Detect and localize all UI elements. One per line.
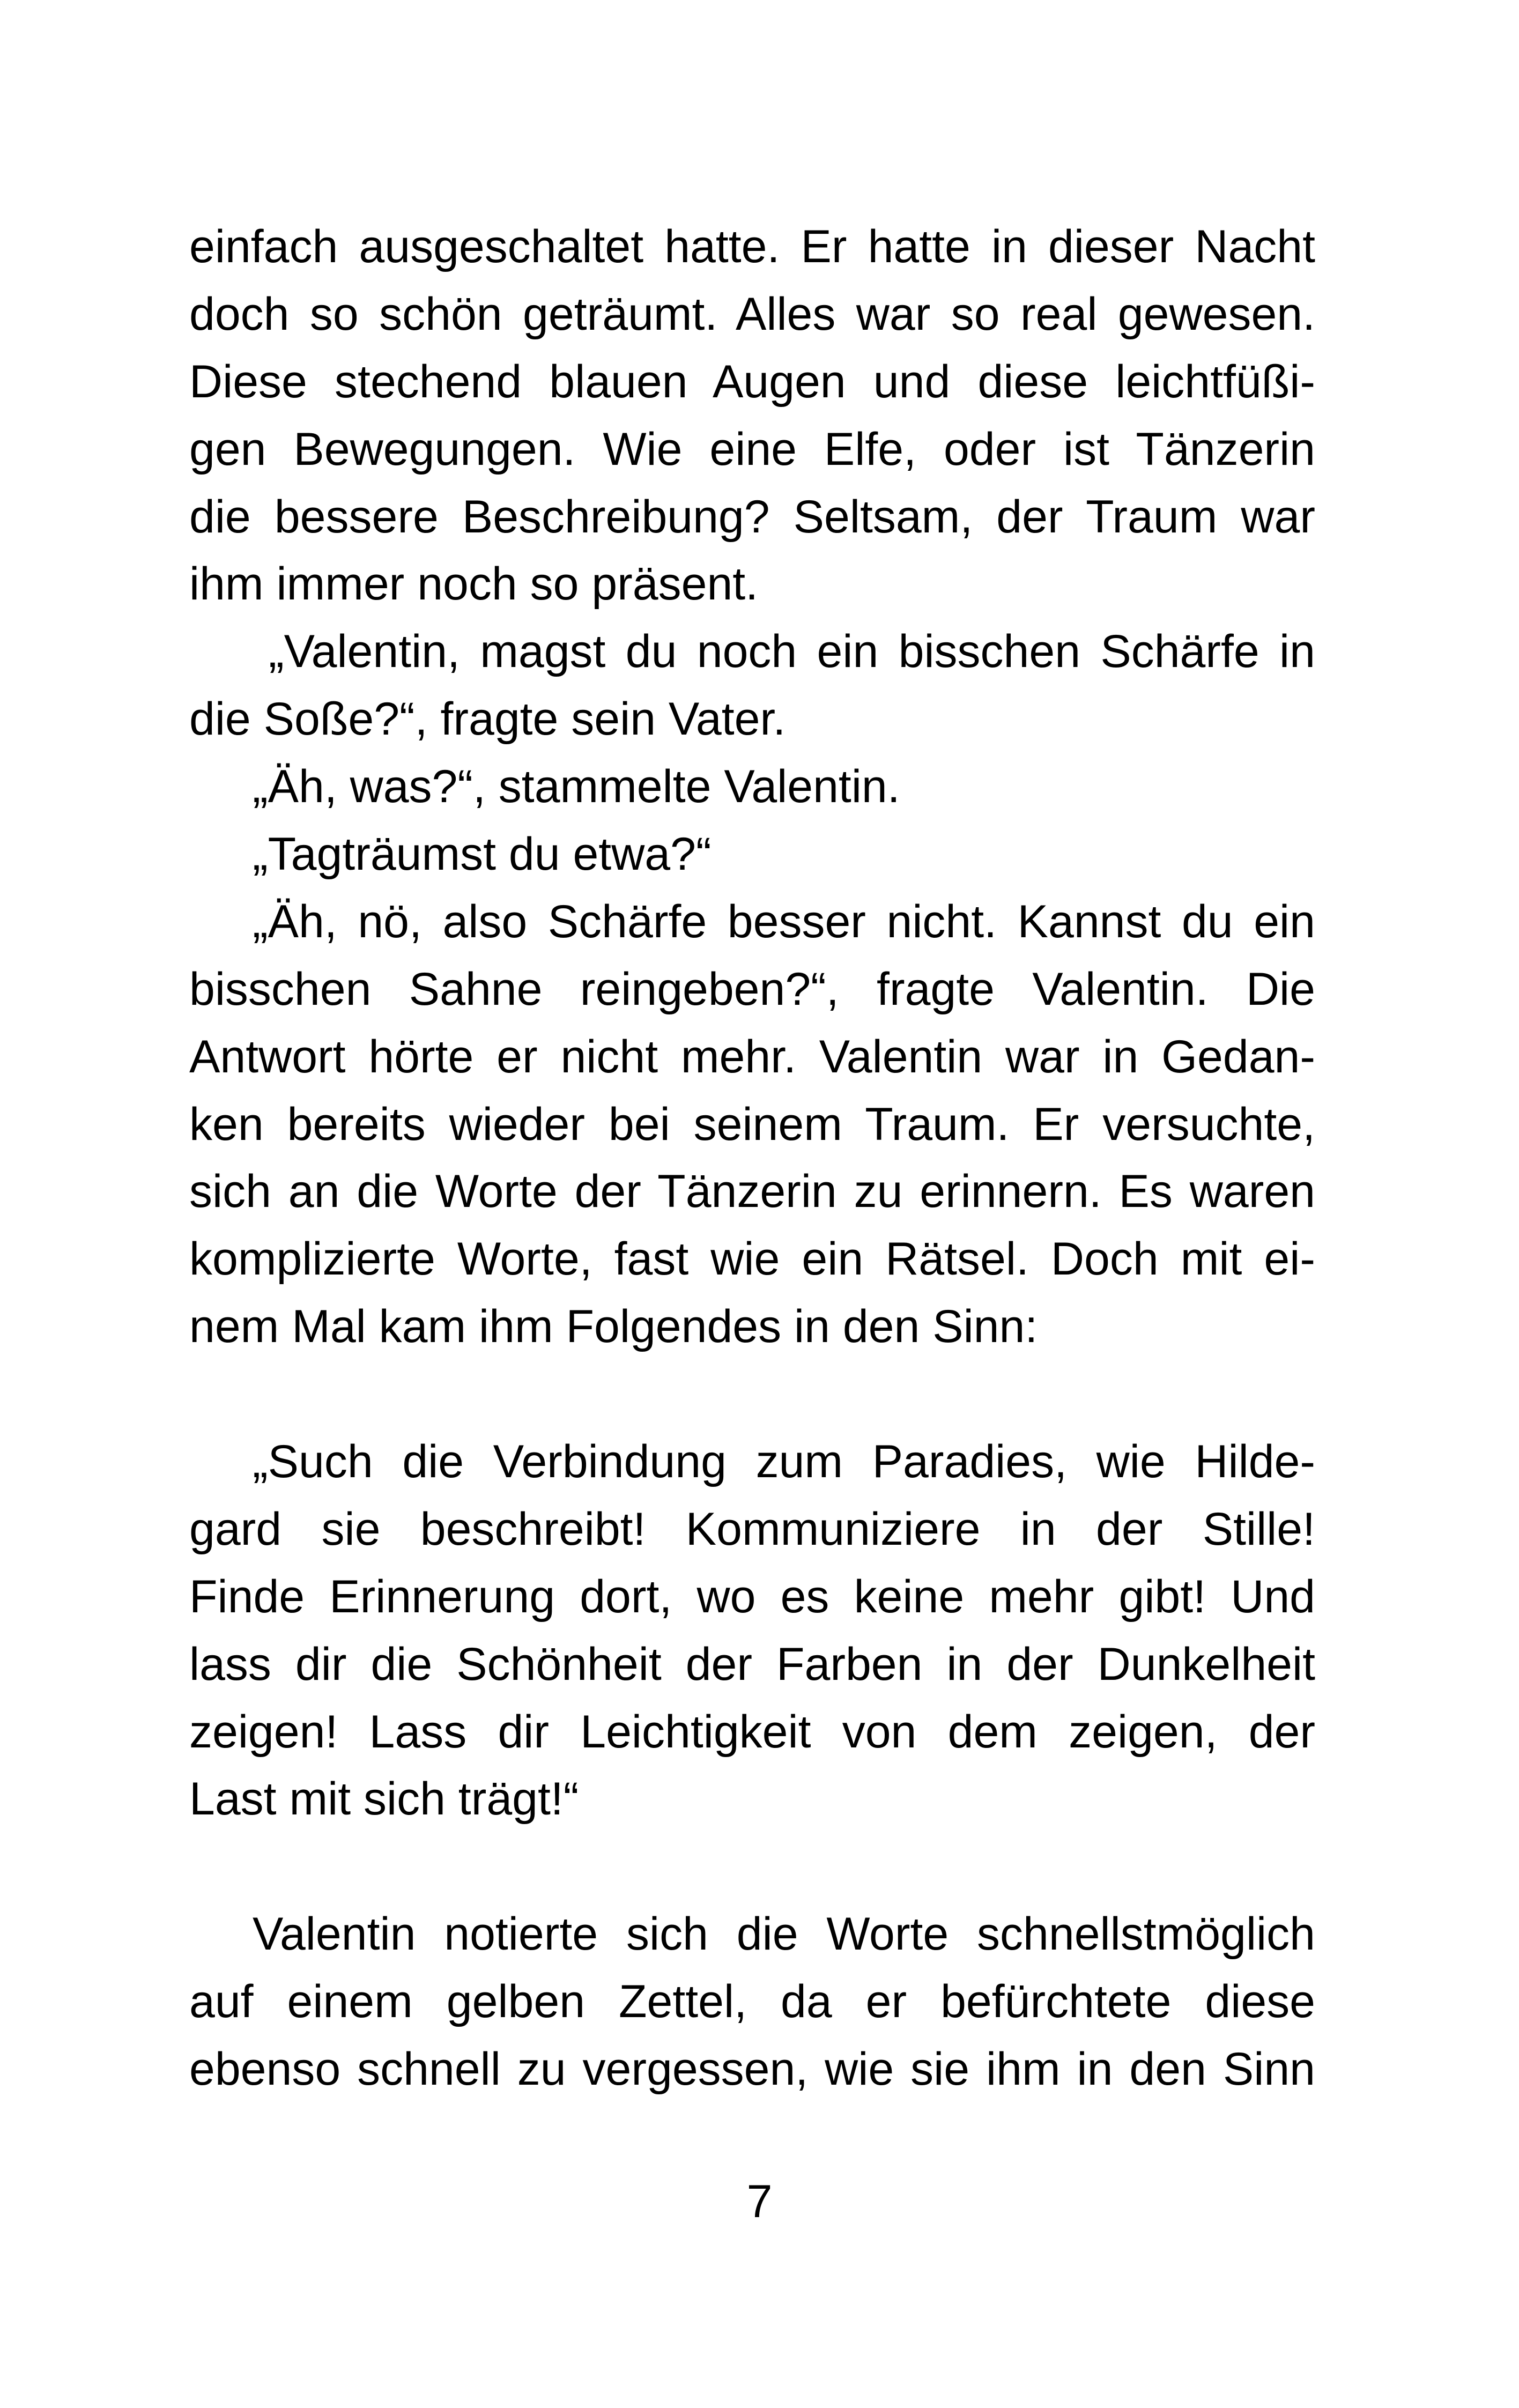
text-line: Diese stechend blauen Augen und diese leichtfüßi- (189, 355, 1315, 407)
book-page-text (189, 213, 1315, 2103)
text-line: die Soße?“, fragte sein Vater. (189, 693, 786, 745)
text-line: bisschen Sahne reingeben?“, fragte Valentin. Die (189, 963, 1315, 1015)
quote-line: „Such die Verbindung zum Paradies, wie Hilde- (253, 1436, 1315, 1488)
text-line: „Äh, nö, also Schärfe besser nicht. Kannst du ein (253, 895, 1315, 947)
page-number: 7 (746, 2176, 773, 2227)
text-line: ken bereits wieder bei seinem Traum. Er versuchte, (189, 1098, 1315, 1150)
paragraph-spacer (189, 1833, 1315, 1901)
text-line: komplizierte Worte, fast wie ein Rätsel. Doch mit ei- (189, 1233, 1315, 1285)
quote-line: zeigen! Lass dir Leichtigkeit von dem zeigen, der (189, 1706, 1315, 1758)
text-line: „Valentin, magst du noch ein bisschen Schärfe in (269, 626, 1315, 678)
quote-line: lass dir die Schönheit der Farben in der Dunkelheit (189, 1638, 1315, 1690)
text-line: gen Bewegungen. Wie eine Elfe, oder ist Tänzerin (189, 423, 1315, 475)
text-line: doch so schön geträumt. Alles war so real gewesen. (189, 288, 1315, 340)
quote-line: gard sie beschreibt! Kommuniziere in der Stille! (189, 1503, 1315, 1555)
text-line: „Tagträumst du etwa?“ (253, 828, 712, 880)
text-line: auf einem gelben Zettel, da er befürchtete diese (189, 1976, 1315, 2028)
quote-line: Finde Erinnerung dort, wo es keine mehr gibt! Und (189, 1570, 1315, 1622)
text-line: die bessere Beschreibung? Seltsam, der Traum war (189, 491, 1315, 543)
text-line: „Äh, was?“, stammelte Valentin. (253, 761, 900, 813)
text-line: einfach ausgeschaltet hatte. Er hatte in dieser Nacht (189, 221, 1315, 272)
paragraph-spacer (189, 1361, 1315, 1428)
text-line: ihm immer noch so präsent. (189, 558, 759, 610)
quote-line: Last mit sich trägt!“ (189, 1773, 579, 1825)
text-line: ebenso schnell zu vergessen, wie sie ihm in den Sinn (189, 2043, 1315, 2095)
text-line: Antwort hörte er nicht mehr. Valentin war in Gedan- (189, 1031, 1315, 1083)
text-line: nem Mal kam ihm Folgendes in den Sinn: (189, 1301, 1038, 1353)
text-line: sich an die Worte der Tänzerin zu erinnern. Es waren (189, 1166, 1315, 1218)
text-line: Valentin notierte sich die Worte schnellstmöglich (253, 1908, 1315, 1960)
